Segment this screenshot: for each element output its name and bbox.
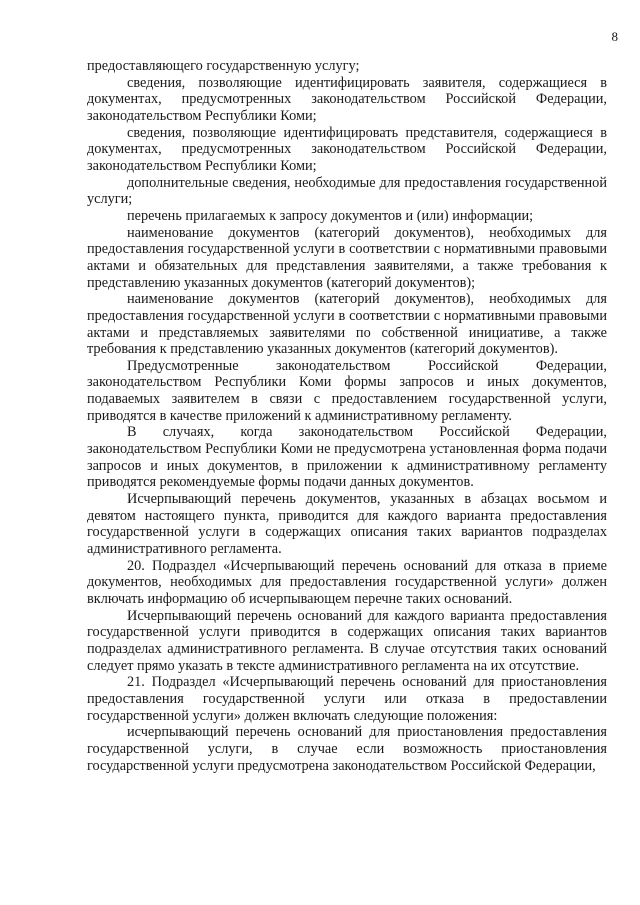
paragraph: дополнительные сведения, необходимые для предоставления государственной услуги;: [87, 174, 607, 208]
paragraph: 21. Подраздел «Исчерпывающий перечень оснований для приостановления предоставления государственной услуги или отказа в предоставлении государственной услуги» должен включать следующие положения:: [87, 674, 607, 724]
paragraph: Предусмотренные законодательством Российской Федерации, законодательством Республики Коми формы запросов и иных документов, подаваемых заявителем в связи с предоставлением государственной услуги, приводятся в качестве приложений к административному регламенту.: [87, 357, 607, 424]
paragraph: исчерпывающий перечень оснований для приостановления предоставления государственной услуги, в случае если возможность приостановления государственной услуги предусмотрена законодательством Российской Федерации,: [87, 724, 607, 774]
paragraph: наименование документов (категорий документов), необходимых для предоставления государственной услуги в соответствии с нормативными правовыми актами и представляемых заявителями по собственной инициативе, а также требования к представлению указанных документов (категорий документов).: [87, 291, 607, 358]
paragraph: перечень прилагаемых к запросу документов и (или) информации;: [127, 207, 534, 224]
body-text: [87, 58, 607, 774]
paragraph: наименование документов (категорий документов), необходимых для предоставления государственной услуги в соответствии с нормативными правовыми актами и обязательных для представления заявителями, а также требования к представлению указанных документов (категорий документов);: [87, 224, 607, 291]
paragraph: Исчерпывающий перечень документов, указанных в абзацах восьмом и девятом настоящего пункта, приводится для каждого варианта предоставления государственной услуги в содержащих описания таких вариантов подразделах административного регламента.: [87, 491, 607, 558]
paragraph: сведения, позволяющие идентифицировать заявителя, содержащиеся в документах, предусмотренных законодательством Российской Федерации, законодательством Республики Коми;: [87, 74, 607, 124]
paragraph: предоставляющего государственную услугу;: [87, 58, 360, 74]
page-number: 8: [611, 29, 618, 44]
paragraph: Исчерпывающий перечень оснований для каждого варианта предоставления государственной услуги приводится в содержащих описания таких вариантов подразделах административного регламента. В случае отсутствия таких оснований следует прямо указать в тексте административного регламента на их отсутствие.: [87, 607, 607, 674]
paragraph: 20. Подраздел «Исчерпывающий перечень оснований для отказа в приеме документов, необходимых для предоставления государственной услуги» должен включать информацию об исчерпывающем перечне таких оснований.: [87, 557, 607, 607]
paragraph: В случаях, когда законодательством Российской Федерации, законодательством Республики Коми не предусмотрена установленная форма подачи запросов и иных документов, в приложении к административному регламенту приводятся рекомендуемые формы подачи данных документов.: [87, 424, 607, 491]
paragraph: сведения, позволяющие идентифицировать представителя, содержащиеся в документах, предусмотренных законодательством Российской Федерации, законодательством Республики Коми;: [87, 124, 607, 174]
